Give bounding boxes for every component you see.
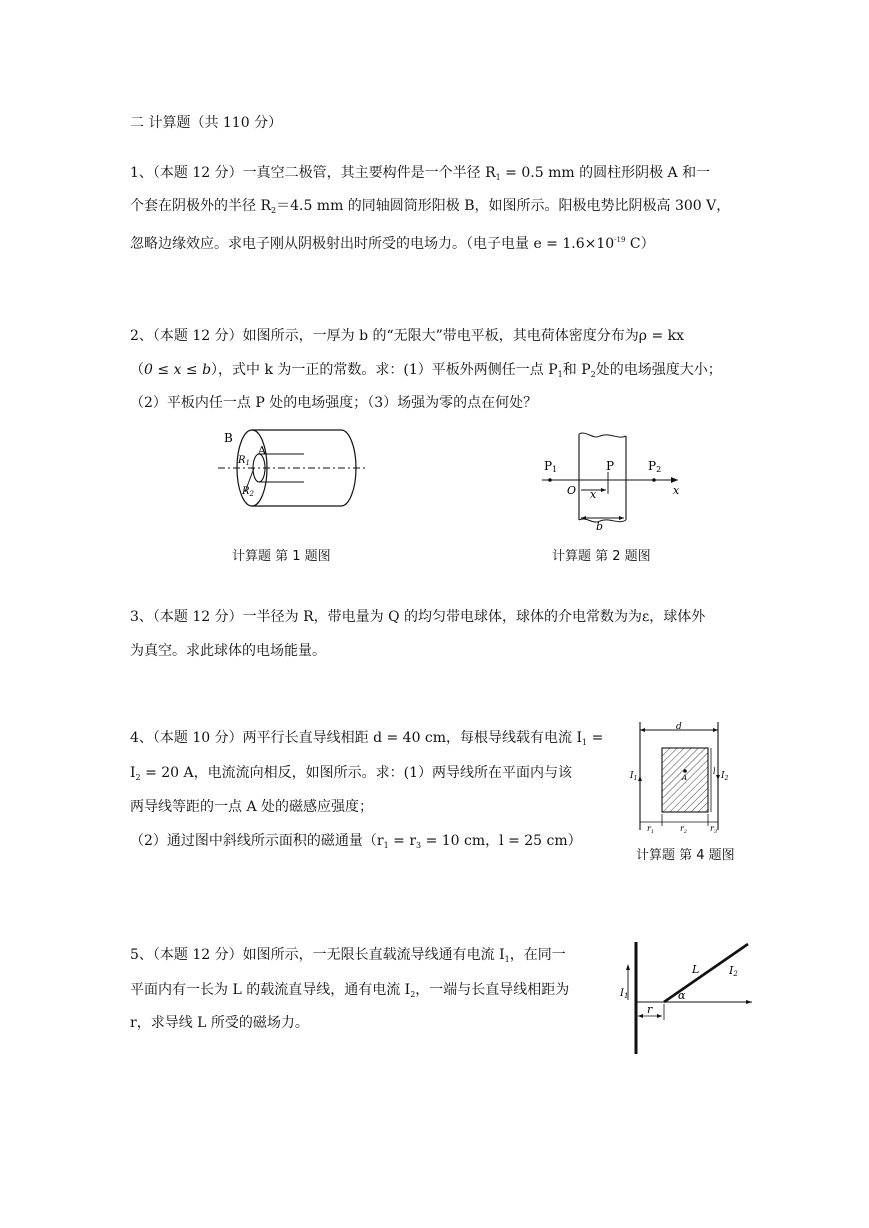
fig4-label-A: A <box>682 774 688 782</box>
section-title: 二 计算题（共 110 分） <box>130 115 283 131</box>
fig2-label-P1: P1 <box>544 459 558 474</box>
fig5-label-I2: I2 <box>729 964 738 978</box>
fig1-label-A: A <box>258 444 266 457</box>
q2-line-1: 2、（本题 12 分）如图所示，一厚为 b 的“无限大”带电平板，其电荷体密度分布为ρ = kx <box>130 328 685 344</box>
fig5-label-I1: $I_1$ <box>620 988 629 1000</box>
fig4-label-l: l <box>713 767 716 776</box>
figure-4-wires <box>622 718 732 833</box>
fig5-label-alpha: α <box>678 989 686 1002</box>
fig2-label-b: b <box>596 520 604 532</box>
q3-line-2: 为真空。求此球体的电场能量。 <box>130 643 326 659</box>
q4-line-3: 两导线等距的一点 A 处的磁感应强度； <box>130 799 374 815</box>
fig2-label-O: O <box>567 484 577 497</box>
fig1-label-R2: $R_2$ <box>242 486 254 498</box>
q2-inequality: 0 ≤ x ≤ b <box>144 362 212 378</box>
fig2-label-x-axis: x <box>673 484 680 497</box>
q5-line-3: r，求导线 L 所受的磁场力。 <box>130 1015 309 1031</box>
figure-5-wires <box>618 940 758 1058</box>
figure-1-caption: 计算题 第 1 题图 <box>232 549 331 564</box>
fig1-label-R1: $R_1$ <box>238 455 250 467</box>
q2-line-2: （0 ≤ x ≤ b），式中 k 为一正的常数。求：(1）平板外两侧任一点 $P_1$和 $P_2$处的电场强度大小； <box>130 362 722 379</box>
figure-1-cylinder <box>210 420 380 520</box>
fig4-label-d: d <box>676 722 682 732</box>
q4-line-1: 4、（本题 10 分）两平行长直导线相距 d = 40 cm，每根导线载有电流 $I_1$ = <box>130 730 604 747</box>
q1-line-2: 个套在阴极外的半径 $R_2=4.5$ mm 的同轴圆筒形阳极 B，如图所示。阳极电势比阴极高 300 V， <box>130 198 731 215</box>
q4-line-2: $I_2 = 20$ A，电流流向相反，如图所示。求：(1）两导线所在平面内与该 <box>130 765 572 782</box>
q5-line-1: 5、（本题 12 分）如图所示，一无限长直载流导线通有电流 $I_1$，在同一 <box>130 947 566 964</box>
q1-line-3: 忽略边缘效应。求电子刚从阴极射出时所受的电场力。（电子电量 $e = 1.6\times 10^{-19}$ C） <box>130 236 655 252</box>
fig5-label-L: L <box>692 963 700 976</box>
fig2-label-P2: P2 <box>648 459 662 474</box>
fig4-label-I2: $I_2$ <box>721 771 729 782</box>
q4-line-4: （2）通过图中斜线所示面积的磁通量（$r_1 = r_3 = 10$ cm，l = 25 cm） <box>130 833 582 850</box>
q3-line-1: 3、（本题 12 分）一半径为 R，带电量为 Q 的均匀带电球体，球体的介电常数为为ε，球体外 <box>130 609 706 625</box>
figure-2-caption: 计算题 第 2 题图 <box>552 549 651 564</box>
figure-2-slab <box>538 432 688 532</box>
fig4-label-r1: $r_1$ <box>647 824 655 833</box>
fig2-label-P: P <box>606 459 615 473</box>
figure-4-caption: 计算题 第 4 题图 <box>636 848 735 863</box>
fig2-label-x-small: x <box>590 488 597 501</box>
fig4-label-r2: $r_2$ <box>680 824 688 833</box>
fig1-label-B: B <box>224 431 233 445</box>
fig4-label-I1: $I_1$ <box>630 771 638 782</box>
q5-line-2: 平面内有一长为 L 的载流直导线，通有电流 $I_2$，一端与长直导线相距为 <box>130 982 570 999</box>
q1-line-1: 1、（本题 12 分）一真空二极管，其主要构件是一个半径 $R_1 = 0.5$ mm 的圆柱形阴极 A 和一 <box>130 165 711 182</box>
q2-line-3: （2）平板内任一点 P 处的电场强度；（3）场强为零的点在何处？ <box>130 395 538 411</box>
fig5-label-r: r <box>647 1003 653 1016</box>
fig4-label-r3: $r_3$ <box>710 824 718 833</box>
